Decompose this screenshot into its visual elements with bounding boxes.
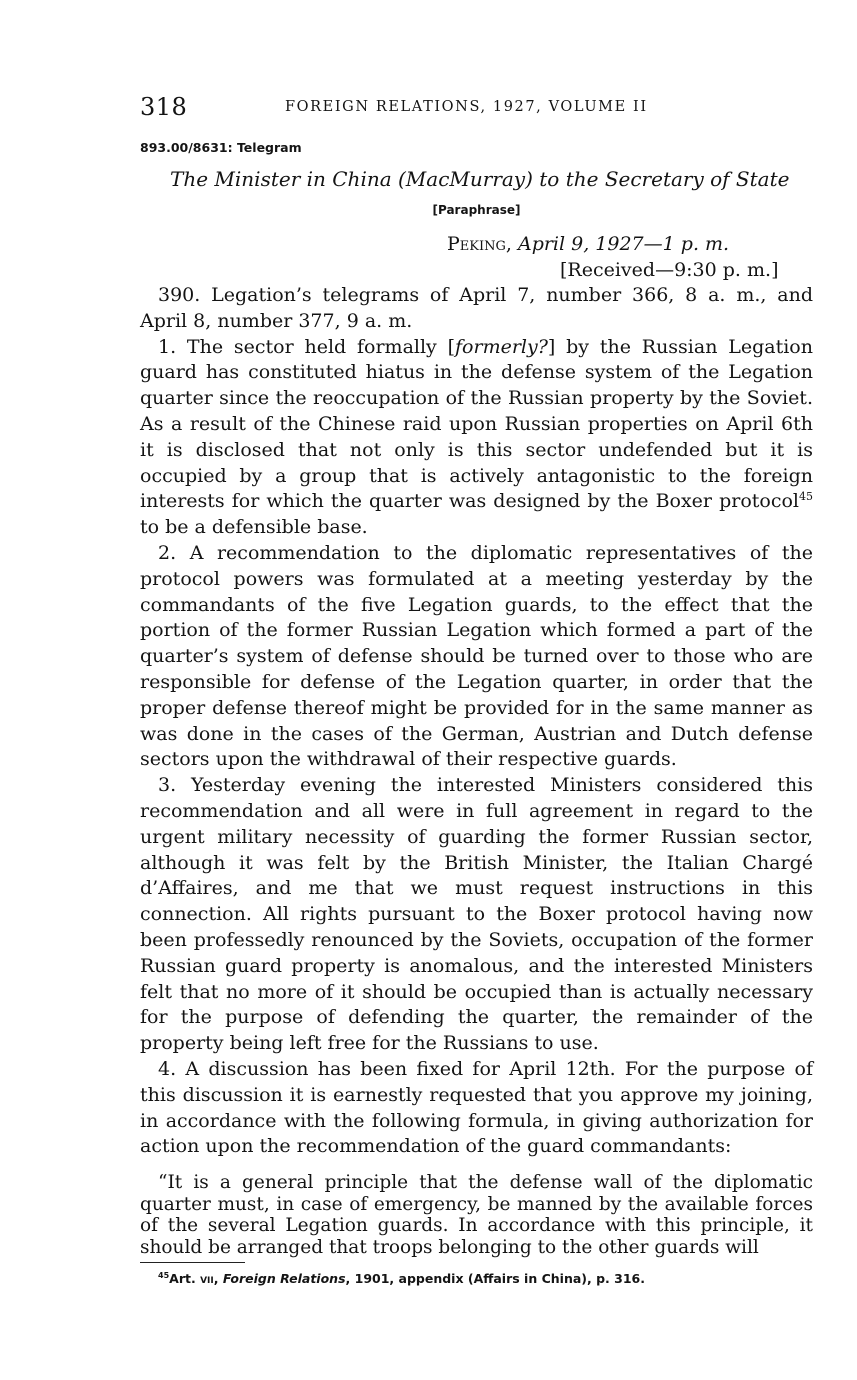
paragraph-3: 3. Yesterday evening the interested Ministers considered this recommendation and all were in full agreement in regard to the urgent military necessity of guarding the former Russian sector, although it was felt by the British Minister, the Italian Chargé d’Affaires, and me that we must request instructions in this connection. All rights pursuant to the Boxer protocol having now been professedly renounced by the Soviets, occupation of the former Russian guard property is anomalous, and the interested Ministers felt that no more of it should be occupied than is actually necessary for the purpose of defending the quarter, the remainder of the property being left free for the Russians to use. (140, 774, 813, 1055)
paragraph-1-middle: ] by the Russian Legation guard has constituted hiatus in the defense system of the Legation quarter since the reoccupation of the Russian property by the Soviet. As a result of the Chinese raid upon Russian properties on April 6th it is disclosed that not only is this sector undefended but it is occupied by a group that is actively antagonistic to the foreign interests for which the quarter was designed by the Boxer protocol (140, 335, 813, 513)
dateline (447, 231, 813, 257)
quoted-formula: “It is a general principle that the defense wall of the diplomatic quarter must, in case of emergency, be manned by the available forces of the several Legation guards. In accordance with this principle, it should be arranged that troops belonging to the other guards will (140, 1172, 813, 1258)
footnote-publication: Foreign Relations (222, 1271, 346, 1287)
dateline-date: April 9, 1927—1 p. m. (517, 233, 730, 255)
paragraph-1 (140, 335, 813, 541)
paragraph-2: 2. A recommendation to the diplomatic representatives of the protocol powers was formulated at a meeting yesterday by the commandants of the five Legation guards, to the effect that the portion of the former Russian Legation which formed a part of the quarter’s system of defense should be turned over to those who are responsible for defense of the Legation quarter, in order that the proper defense thereof might be provided for in the same manner as was done in the cases of the German, Austrian and Dutch defense sectors upon the withdrawal of their respective guards. (140, 541, 813, 771)
opening-paragraph: 390. Legation’s telegrams of April 7, number 366, 8 a. m., and April 8, number 377, 9 a. m. (140, 284, 813, 332)
footnote-reference: 45 (799, 490, 813, 504)
paragraph-4: 4. A discussion has been fixed for April 12th. For the purpose of this discussion it is earnestly requested that you approve my joining, in accordance with the following formula, in giving authorization for action upon the recommendation of the guard commandants: (140, 1057, 813, 1158)
paragraph-1-end: to be a defensible base. (140, 516, 368, 539)
footnote-article: vii (200, 1271, 214, 1287)
footnote-divider (140, 1262, 245, 1263)
footnote-marker: 45 (158, 1271, 170, 1281)
received-note: [Received—9:30 p. m.] (560, 259, 779, 281)
footnote-prefix: Art. (169, 1271, 201, 1287)
paragraph-1-start: 1. The sector held formally [ (158, 335, 456, 358)
running-head-title: FOREIGN RELATIONS, 1927, VOLUME II (285, 99, 648, 115)
page-number: 318 (140, 93, 188, 121)
paraphrase-note: [Paraphrase] (432, 203, 521, 217)
footnote-separator: , (213, 1271, 223, 1287)
telegram-body (140, 283, 813, 1160)
footnote (158, 1271, 813, 1287)
running-head (140, 92, 813, 126)
document-page (140, 92, 813, 1287)
editorial-correction: formerly? (455, 335, 548, 358)
document-title: The Minister in China (MacMurray) to the Secretary of State (170, 167, 790, 191)
footnote-rest: , 1901, appendix (Affairs in China), p. 316. (345, 1271, 645, 1287)
dateline-place: Peking, (447, 233, 512, 255)
file-reference: 893.00/8631: Telegram (140, 140, 302, 155)
